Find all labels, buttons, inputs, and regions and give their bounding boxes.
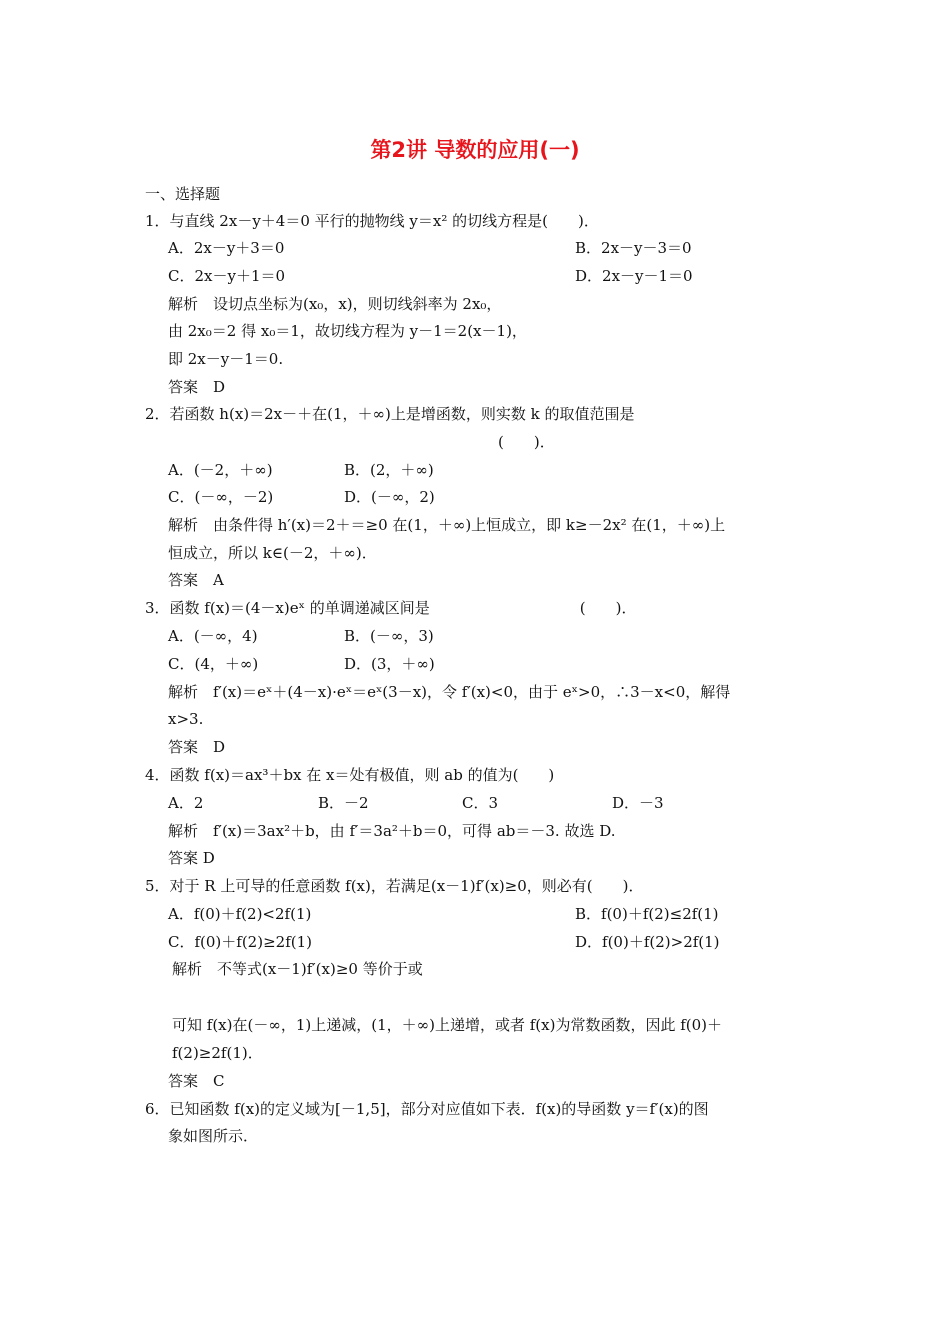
q5-analysis-line-3: f(2)≥2f(1)． bbox=[172, 1044, 263, 1062]
q1-answer: 答案 D bbox=[168, 378, 226, 396]
q1-analysis-line-1: 解析 设切点坐标为(x₀，x)，则切线斜率为 2x₀， bbox=[168, 295, 502, 313]
q5-option-d: D．f(0)＋f(2)>2f(1) bbox=[575, 933, 720, 951]
q2-option-d: D．(－∞，2) bbox=[344, 488, 435, 506]
q5-option-c: C．f(0)＋f(2)≥2f(1) bbox=[168, 933, 312, 951]
q6-stem-line-2: 象如图所示． bbox=[168, 1127, 259, 1145]
q2-analysis-line-1: 解析 由条件得 h′(x)＝2＋＝≥0 在(1，＋∞)上恒成立，即 k≥－2x² 在(1，＋∞)上 bbox=[168, 516, 726, 534]
q1-stem: 1．与直线 2x－y＋4＝0 平行的抛物线 y＝x² 的切线方程是( )． bbox=[145, 212, 599, 230]
q4-option-d: D．－3 bbox=[612, 794, 664, 812]
q1-option-c: C．2x－y＋1＝0 bbox=[168, 267, 286, 285]
q1-option-a: A．2x－y＋3＝0 bbox=[168, 239, 285, 257]
page-title: 第2讲 导数的应用(一) bbox=[370, 138, 580, 162]
q3-analysis-line-2: x>3. bbox=[168, 710, 204, 728]
q5-answer: 答案 C bbox=[168, 1072, 225, 1090]
q5-stem: 5．对于 R 上可导的任意函数 f(x)，若满足(x－1)f′(x)≥0，则必有( )． bbox=[145, 877, 644, 895]
q5-option-a: A．f(0)＋f(2)<2f(1) bbox=[168, 905, 312, 923]
q3-analysis-line-1: 解析 f′(x)＝eˣ＋(4－x)·eˣ＝eˣ(3－x)，令 f′(x)<0，由于 eˣ>0，∴3－x<0，解得 bbox=[168, 683, 731, 701]
q4-option-a: A．2 bbox=[168, 794, 204, 812]
q4-option-c: C．3 bbox=[462, 794, 499, 812]
q2-option-b: B．(2，＋∞) bbox=[344, 461, 434, 479]
q1-option-b: B．2x－y－3＝0 bbox=[575, 239, 692, 257]
q2-analysis-line-2: 恒成立，所以 k∈(－2，＋∞)． bbox=[168, 544, 377, 562]
q6-stem-line-1: 6．已知函数 f(x)的定义域为[－1,5]，部分对应值如下表．f(x)的导函数 y＝f′(x)的图 bbox=[145, 1100, 709, 1118]
q2-option-a: A．(－2，＋∞) bbox=[168, 461, 273, 479]
q4-analysis: 解析 f′(x)＝3ax²＋b，由 f′＝3a²＋b＝0，可得 ab＝－3. 故选 D. bbox=[168, 822, 616, 840]
q1-analysis-line-3: 即 2x－y－1＝0. bbox=[168, 350, 284, 368]
q2-answer-paren: ( )． bbox=[498, 433, 555, 451]
q1-analysis-line-2: 由 2x₀＝2 得 x₀＝1，故切线方程为 y－1＝2(x－1)， bbox=[168, 322, 527, 340]
q3-option-c: C．(4，＋∞) bbox=[168, 655, 259, 673]
section-heading: 一、选择题 bbox=[145, 185, 221, 203]
q3-option-a: A．(－∞，4) bbox=[168, 627, 258, 645]
q3-answer: 答案 D bbox=[168, 738, 226, 756]
q2-answer: 答案 A bbox=[168, 571, 224, 589]
q3-option-d: D．(3，＋∞) bbox=[344, 655, 435, 673]
q2-stem: 2．若函数 h(x)＝2x－＋在(1，＋∞)上是增函数，则实数 k 的取值范围是 bbox=[145, 405, 635, 423]
q5-analysis-line-1: 解析 不等式(x－1)f′(x)≥0 等价于或 bbox=[172, 960, 423, 978]
q5-analysis-line-2: 可知 f(x)在(－∞，1)上递减，(1，＋∞)上递增，或者 f(x)为常数函数，因此 f(0)＋ bbox=[172, 1016, 723, 1034]
q2-option-c: C．(－∞，－2) bbox=[168, 488, 274, 506]
q5-option-b: B．f(0)＋f(2)≤2f(1) bbox=[575, 905, 719, 923]
q3-stem: 3．函数 f(x)＝(4－x)eˣ 的单调递减区间是 ( )． bbox=[145, 599, 637, 617]
q1-option-d: D．2x－y－1＝0 bbox=[575, 267, 693, 285]
q4-option-b: B．－2 bbox=[318, 794, 369, 812]
q3-option-b: B．(－∞，3) bbox=[344, 627, 434, 645]
q4-answer: 答案 D bbox=[168, 849, 215, 867]
q4-stem: 4．函数 f(x)＝ax³＋bx 在 x＝处有极值，则 ab 的值为( ) bbox=[145, 766, 555, 784]
